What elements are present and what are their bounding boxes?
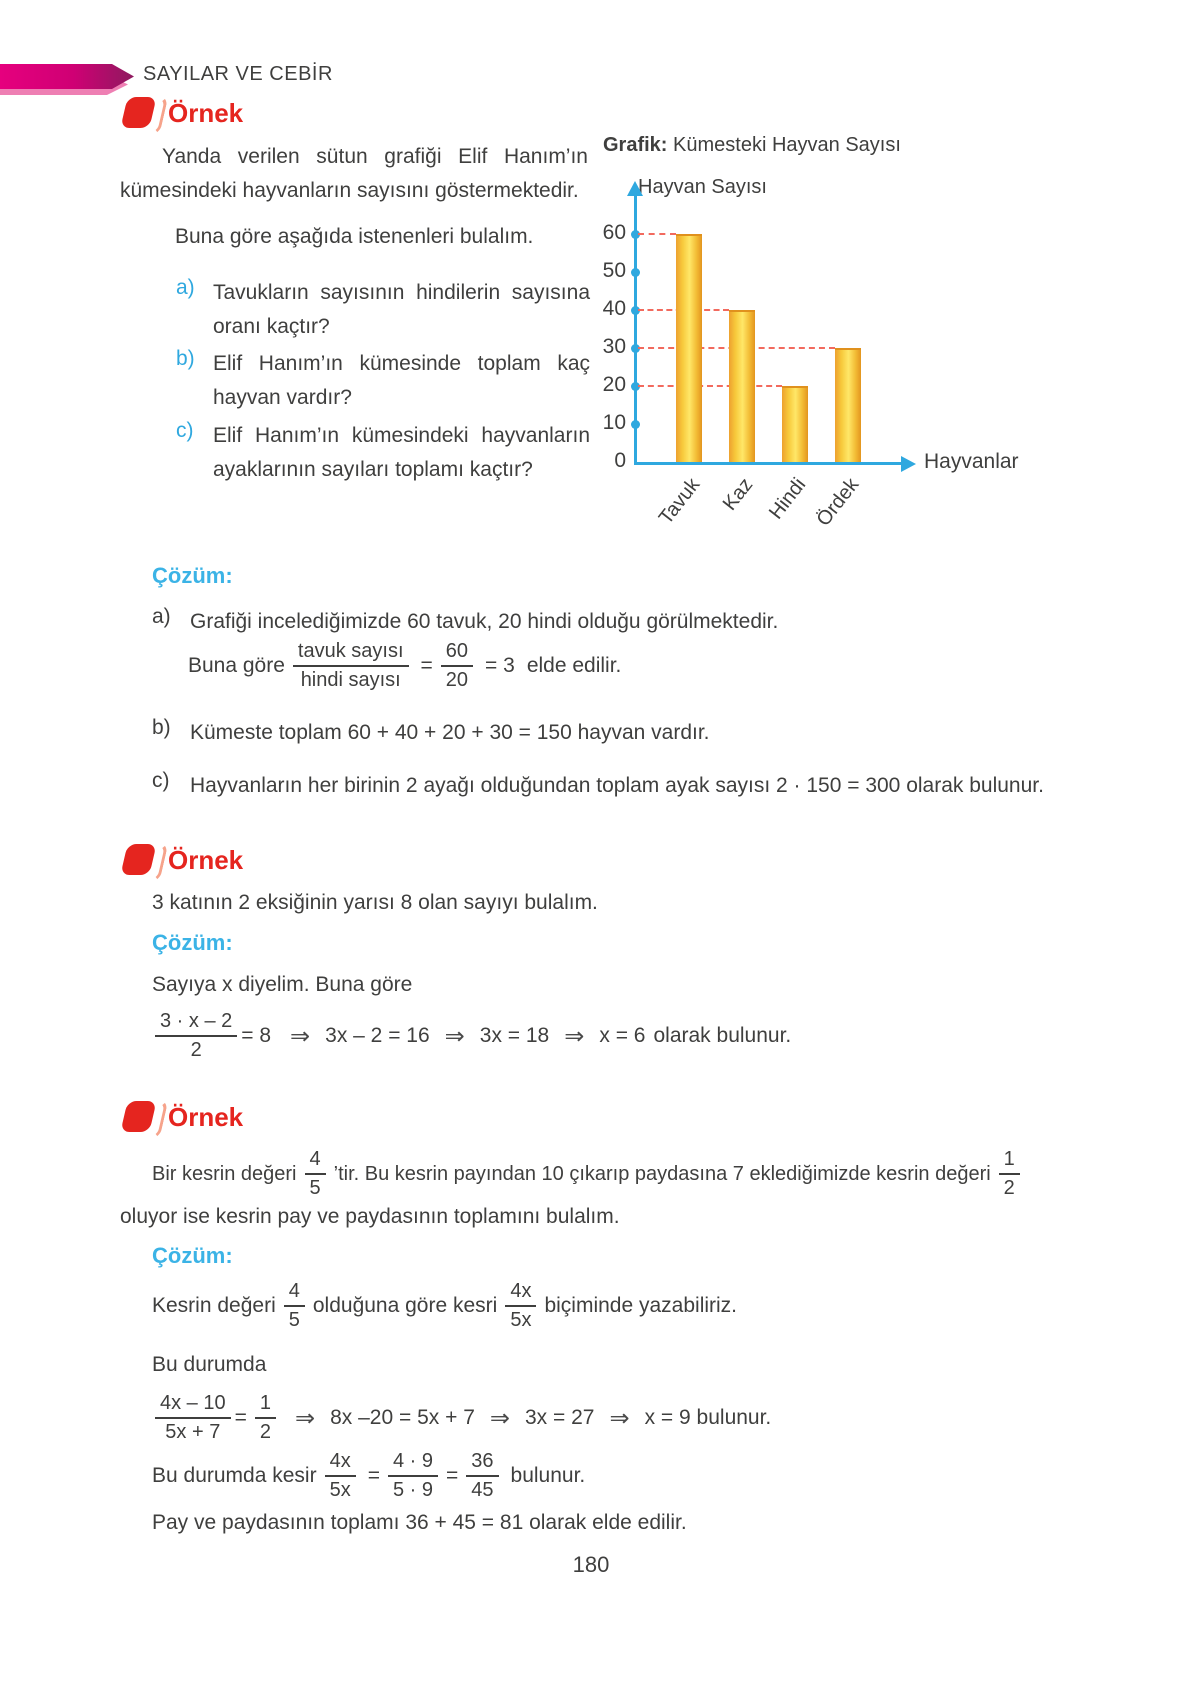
x-axis-category-label: Tavuk: [654, 474, 705, 529]
page-number: 180: [572, 1552, 610, 1577]
example1-intro: Yanda verilen sütun grafiği Elif Hanım’ın kümesindeki hayvanların sayısını göstermektedir.: [120, 145, 588, 202]
solution2-equation: [155, 1006, 799, 1066]
eq-step: x = 9 bulunur.: [644, 1406, 772, 1429]
y-axis-arrow-icon: [627, 181, 643, 196]
example2-heading: [122, 843, 243, 877]
header-ribbon-arrow: [0, 64, 134, 89]
example3-line2: oluyor ise kesrin pay ve paydasının toplamını bulalım.: [120, 1205, 620, 1228]
example-badge-icon: [122, 843, 166, 877]
y-axis-tick-label: 60: [602, 221, 626, 244]
y-axis-tick-dot: [631, 268, 640, 277]
question-c-letter: c): [176, 419, 194, 442]
solution2-heading: Çözüm:: [152, 930, 233, 955]
solution1-c-text: Hayvanların her birinin 2 ayağı olduğundan toplam ayak sayısı 2 · 150 = 300 olarak bulunur.: [190, 774, 1044, 797]
y-axis-label: Hayvan Sayısı: [638, 176, 767, 198]
x-axis-category-label: Kaz: [718, 474, 758, 515]
equals-sign: =: [446, 1464, 459, 1487]
solution1-b-text: Kümeste toplam 60 + 40 + 20 + 30 = 150 hayvan vardır.: [190, 721, 710, 744]
fraction: $\frac{1}{2}$: [999, 1148, 1020, 1200]
chart-bar-hindi: [782, 386, 808, 462]
implies-arrow: ⇒: [444, 1022, 465, 1050]
example-badge-icon: [122, 96, 166, 130]
solution3-line2: Bu durumda: [152, 1353, 267, 1376]
solution1-c-letter: c): [152, 769, 170, 792]
solution3-equation2: [155, 1386, 771, 1450]
implies-arrow: ⇒: [609, 1404, 630, 1432]
implies-arrow: ⇒: [564, 1022, 585, 1050]
chart-bar-tavuk: [676, 234, 702, 462]
solution3-line4: Pay ve paydasının toplamı 36 + 45 = 81 olarak elde edilir.: [152, 1511, 687, 1534]
eq-suffix: olarak bulunur.: [653, 1024, 792, 1047]
fraction: $\frac{\text{tavuk sayısı}}{\text{hindi sayısı}}$: [293, 640, 409, 692]
y-axis-tick-label: 20: [602, 373, 626, 396]
eq-step: 3x – 2 = 16: [325, 1024, 430, 1047]
x-axis-label: Hayvanlar: [924, 450, 1019, 473]
y-axis-tick-label: 30: [602, 335, 626, 358]
example2-text: 3 katının 2 eksiğinin yarısı 8 olan sayıyı bulalım.: [152, 891, 598, 914]
x-axis-line: [634, 462, 902, 465]
implies-arrow: ⇒: [295, 1404, 316, 1432]
eq-suffix: elde edilir.: [526, 654, 622, 677]
question-b-text: Elif Hanım’ın kümesinde toplam kaç hayvan vardır?: [213, 352, 590, 409]
text-segment: olduğuna göre kesri: [312, 1294, 498, 1317]
eq-step: 8x –20 = 5x + 7: [330, 1406, 475, 1429]
y-axis-tick-label: 0: [614, 449, 626, 472]
example1-prompt: Buna göre aşağıda istenenleri bulalım.: [175, 225, 534, 248]
eq-step: 3x = 27: [525, 1406, 595, 1429]
fraction: $\frac{1}{2}$: [255, 1392, 276, 1444]
question-b-letter: b): [176, 347, 195, 370]
solution2-line1: Sayıya x diyelim. Buna göre: [152, 973, 413, 996]
y-axis-tick-dot: [631, 420, 640, 429]
solution3-equation1: [152, 1276, 737, 1336]
chart-title-rest: Kümesteki Hayvan Sayısı: [667, 134, 901, 156]
x-axis-category-label: Hindi: [764, 474, 811, 524]
fraction: $\frac{4}{5}$: [284, 1280, 305, 1332]
fraction: $\frac{4}{5}$: [305, 1148, 326, 1200]
chart-title-bold: Grafik:: [603, 134, 668, 156]
equals-sign: =: [367, 1464, 380, 1487]
x-axis-arrow-icon: [901, 456, 916, 472]
fraction: $\frac{36}{45}$: [466, 1450, 498, 1502]
example3-heading: [122, 1100, 243, 1134]
example1-label: Örnek: [168, 97, 244, 128]
eq-suffix: bulunur.: [510, 1464, 586, 1487]
guide-line-60: [638, 233, 676, 235]
question-c-text: Elif Hanım’ın kümesindeki hayvanların ayaklarının sayıları toplamı kaçtır?: [213, 424, 590, 481]
fraction: $\frac{4x}{5x}$: [325, 1450, 356, 1502]
solution1-heading: Çözüm:: [152, 563, 233, 588]
bar-chart: [598, 132, 1068, 552]
chart-title: [603, 134, 901, 157]
fraction: $\frac{4x}{5x}$: [505, 1280, 536, 1332]
eq-step: 3x = 18: [479, 1024, 550, 1047]
example1-heading: [122, 96, 243, 130]
eq-result: = 3: [485, 654, 515, 677]
text-segment: Kesrin değeri: [152, 1294, 276, 1317]
question-a-text: Tavukların sayısının hindilerin sayısına oranı kaçtır?: [213, 281, 590, 338]
eq-step: x = 6: [599, 1024, 646, 1047]
chart-bar-kaz: [729, 310, 755, 462]
text-segment: Bu durumda kesir: [152, 1464, 317, 1487]
solution1-a-text: Grafiği incelediğimizde 60 tavuk, 20 hindi olduğu görülmektedir.: [190, 610, 779, 633]
fraction: $\frac{4 \cdot 9}{5 \cdot 9}$: [388, 1450, 438, 1502]
text-segment: Bir kesrin değeri: [152, 1162, 297, 1185]
solution3-heading: Çözüm:: [152, 1243, 233, 1268]
example3-label: Örnek: [168, 1101, 244, 1132]
implies-arrow: ⇒: [489, 1404, 510, 1432]
solution3-equation3: [152, 1446, 593, 1506]
eq-prefix: Buna göre: [188, 654, 285, 677]
solution1-a-equation: [188, 636, 625, 696]
text-segment: biçiminde yazabiliriz.: [544, 1294, 738, 1317]
example-badge-icon: [122, 1100, 166, 1134]
fraction: $\frac{60}{20}$: [441, 640, 473, 692]
page-title: SAYILAR VE CEBİR: [143, 63, 333, 85]
equals-sign: =: [234, 1406, 247, 1429]
y-axis-tick-label: 10: [602, 411, 626, 434]
guide-line-20: [638, 385, 782, 387]
example3-line1: [152, 1146, 1028, 1202]
fraction: $\frac{3 \cdot x - 2}{2}$: [155, 1010, 237, 1062]
solution1-b-letter: b): [152, 716, 171, 739]
question-a-letter: a): [176, 276, 195, 299]
chart-bar-ördek: [835, 348, 861, 462]
y-axis-tick-label: 50: [602, 259, 626, 282]
eq-result: = 8: [241, 1024, 272, 1047]
y-axis-tick-label: 40: [602, 297, 626, 320]
solution1-a-letter: a): [152, 605, 171, 628]
example2-label: Örnek: [168, 844, 244, 875]
implies-arrow: ⇒: [290, 1022, 311, 1050]
fraction: $\frac{4x - 10}{5x + 7}$: [155, 1392, 231, 1444]
equals-sign: =: [420, 654, 433, 677]
text-segment: ’tir. Bu kesrin payından 10 çıkarıp paydasına 7 eklediğimizde kesrin değeri: [333, 1162, 991, 1185]
x-axis-category-label: Ördek: [812, 474, 864, 531]
